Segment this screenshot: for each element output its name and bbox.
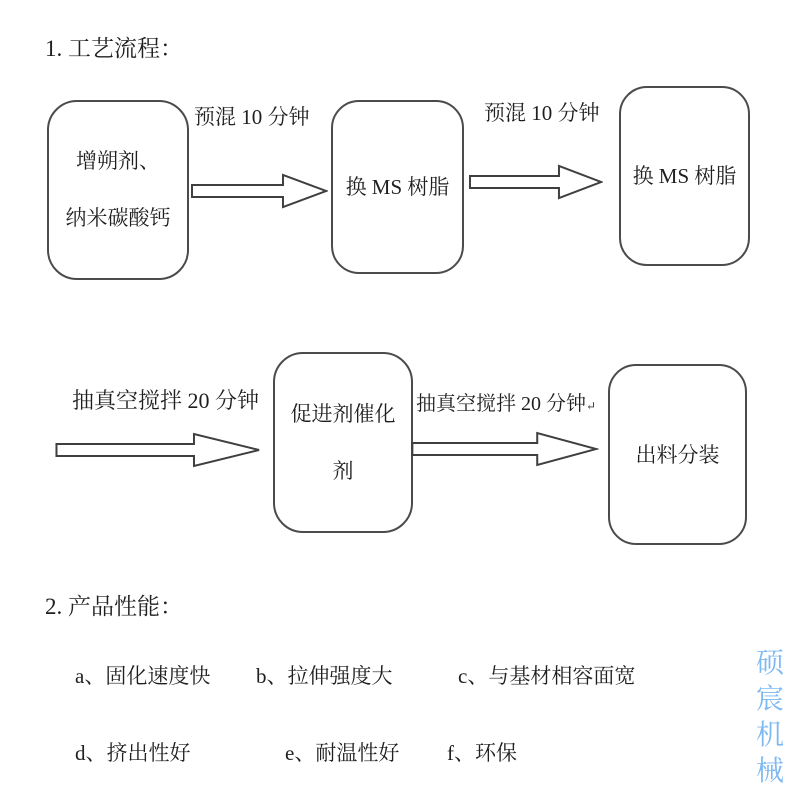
section2-heading: 2. 产品性能：	[45, 594, 183, 619]
perf-item-d: d、挤出性好	[75, 741, 191, 765]
block-arrow-right-icon	[55, 431, 262, 469]
flow-box-ms-resin-1	[331, 100, 464, 274]
flow-box-discharge-packing	[608, 364, 747, 545]
perf-item-e: e、耐温性好	[285, 741, 400, 765]
flow-box-plasticizer-line1: 增朔剂、	[76, 149, 160, 173]
flow-box-plasticizer	[47, 100, 189, 280]
watermark-char-4: 械	[755, 755, 784, 786]
block-arrow-right-icon	[191, 172, 328, 210]
arrow4-label-text: 抽真空搅拌 20 分钟	[416, 393, 586, 415]
perf-item-b: b、拉伸强度大	[256, 664, 393, 688]
arrow4-label	[416, 387, 596, 416]
perf-item-c: c、与基材相容面宽	[458, 664, 636, 688]
perf-item-f: f、环保	[447, 741, 517, 765]
flow-box-ms-resin-2	[619, 86, 750, 266]
flow-box-ms-resin-1-label: 换 MS 树脂	[345, 175, 450, 199]
arrow1-label: 预混 10 分钟	[194, 105, 310, 129]
arrow2-label: 预混 10 分钟	[484, 101, 600, 125]
block-arrow-right-icon	[411, 430, 599, 468]
flow-box-catalyst	[273, 352, 413, 533]
arrow3-label: 抽真空搅拌 20 分钟	[72, 388, 260, 413]
watermark-char-1: 硕	[755, 647, 784, 678]
section1-heading: 1. 工艺流程：	[45, 36, 183, 61]
block-arrow-right-icon	[469, 163, 603, 201]
flow-box-ms-resin-2-label: 换 MS 树脂	[632, 164, 737, 188]
watermark-vertical-text	[752, 645, 788, 789]
perf-item-a: a、固化速度快	[75, 664, 211, 688]
watermark-char-2: 宸	[755, 683, 784, 714]
watermark-char-3: 机	[755, 719, 784, 750]
flow-box-discharge-packing-label: 出料分装	[635, 442, 720, 467]
line-break-mark-icon: ↵	[586, 399, 597, 413]
flow-box-catalyst-line2: 剂	[332, 458, 354, 483]
flow-box-catalyst-line1: 促进剂催化	[290, 401, 396, 426]
flow-box-plasticizer-line2: 纳米碳酸钙	[65, 206, 171, 230]
